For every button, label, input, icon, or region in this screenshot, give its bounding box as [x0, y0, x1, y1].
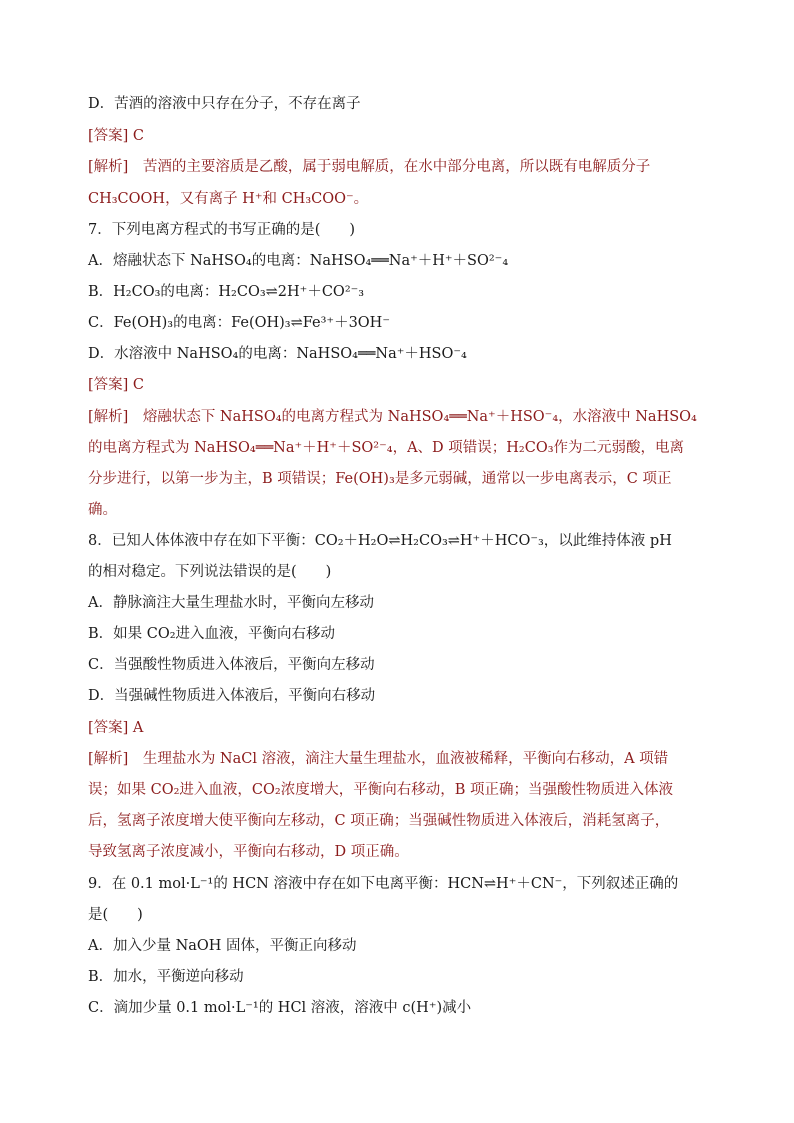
- question-8-stem-line1: 8．已知人体体液中存在如下平衡：CO₂＋H₂O⇌H₂CO₃⇌H⁺＋HCO⁻₃，以此维持体液 pH: [88, 533, 672, 549]
- explanation-q8-line3: 后，氢离子浓度增大使平衡向左移动，C 项正确；当强碱性物质进入体液后，消耗氢离子，: [88, 813, 670, 829]
- option-d-q7: D．水溶液中 NaHSO₄的电离：NaHSO₄══Na⁺＋HSO⁻₄: [88, 346, 467, 362]
- option-a-q9: A．加入少量 NaOH 固体，平衡正向移动: [88, 938, 357, 954]
- question-7-stem: 7．下列电离方程式的书写正确的是( ): [88, 222, 356, 238]
- answer-q7: [答案] C: [88, 377, 145, 393]
- explanation-q7-line2: 的电离方程式为 NaHSO₄══Na⁺＋H⁺＋SO²⁻₄，A、D 项错误；H₂CO₃作为二元弱酸，电离: [88, 440, 685, 456]
- explanation-q6-line2: CH₃COOH，又有离子 H⁺和 CH₃COO⁻。: [88, 191, 369, 207]
- option-c-q7: C．Fe(OH)₃的电离：Fe(OH)₃⇌Fe³⁺＋3OH⁻: [88, 315, 390, 331]
- explanation-q7-line3: 分步进行，以第一步为主，B 项错误；Fe(OH)₃是多元弱碱，通常以一步电离表示，C 项正: [88, 471, 672, 487]
- option-d-q8: D．当强碱性物质进入体液后，平衡向右移动: [88, 688, 376, 704]
- answer-q6: [答案] C: [88, 128, 145, 144]
- question-8-stem-line2: 的相对稳定。下列说法错误的是( ): [88, 564, 332, 580]
- option-a-q8: A．静脉滴注大量生理盐水时，平衡向左移动: [88, 595, 374, 611]
- question-9-stem-line2: 是( ): [88, 907, 143, 923]
- option-d-q6: D．苦酒的溶液中只存在分子，不存在离子: [88, 96, 361, 112]
- explanation-q8-line2: 误；如果 CO₂进入血液，CO₂浓度增大，平衡向右移动，B 项正确；当强酸性物质进入体液: [88, 782, 673, 798]
- option-c-q9: C．滴加少量 0.1 mol·L⁻¹的 HCl 溶液，溶液中 c(H⁺)减小: [88, 1000, 472, 1016]
- option-a-q7: A．熔融状态下 NaHSO₄的电离：NaHSO₄══Na⁺＋H⁺＋SO²⁻₄: [88, 253, 509, 269]
- option-b-q7: B．H₂CO₃的电离：H₂CO₃⇌2H⁺＋CO²⁻₃: [88, 284, 365, 300]
- explanation-q6-line1: [解析] 苦酒的主要溶质是乙酸，属于弱电解质，在水中部分电离，所以既有电解质分子: [88, 159, 651, 175]
- explanation-q8-line4: 导致氢离子浓度减小，平衡向右移动，D 项正确。: [88, 844, 409, 860]
- option-b-q9: B．加水，平衡逆向移动: [88, 969, 244, 985]
- explanation-q7-line1: [解析] 熔融状态下 NaHSO₄的电离方程式为 NaHSO₄══Na⁺＋HSO⁻₄，水溶液中 NaHSO₄: [88, 409, 697, 425]
- answer-q8: [答案] A: [88, 720, 144, 736]
- explanation-q8-line1: [解析] 生理盐水为 NaCl 溶液，滴注大量生理盐水，血液被稀释，平衡向右移动，A 项错: [88, 751, 669, 767]
- question-9-stem-line1: 9．在 0.1 mol·L⁻¹的 HCN 溶液中存在如下电离平衡：HCN⇌H⁺＋CN⁻，下列叙述正确的: [88, 876, 679, 892]
- option-b-q8: B．如果 CO₂进入血液，平衡向右移动: [88, 626, 336, 642]
- explanation-q7-line4: 确。: [88, 502, 117, 518]
- option-c-q8: C．当强酸性物质进入体液后，平衡向左移动: [88, 657, 375, 673]
